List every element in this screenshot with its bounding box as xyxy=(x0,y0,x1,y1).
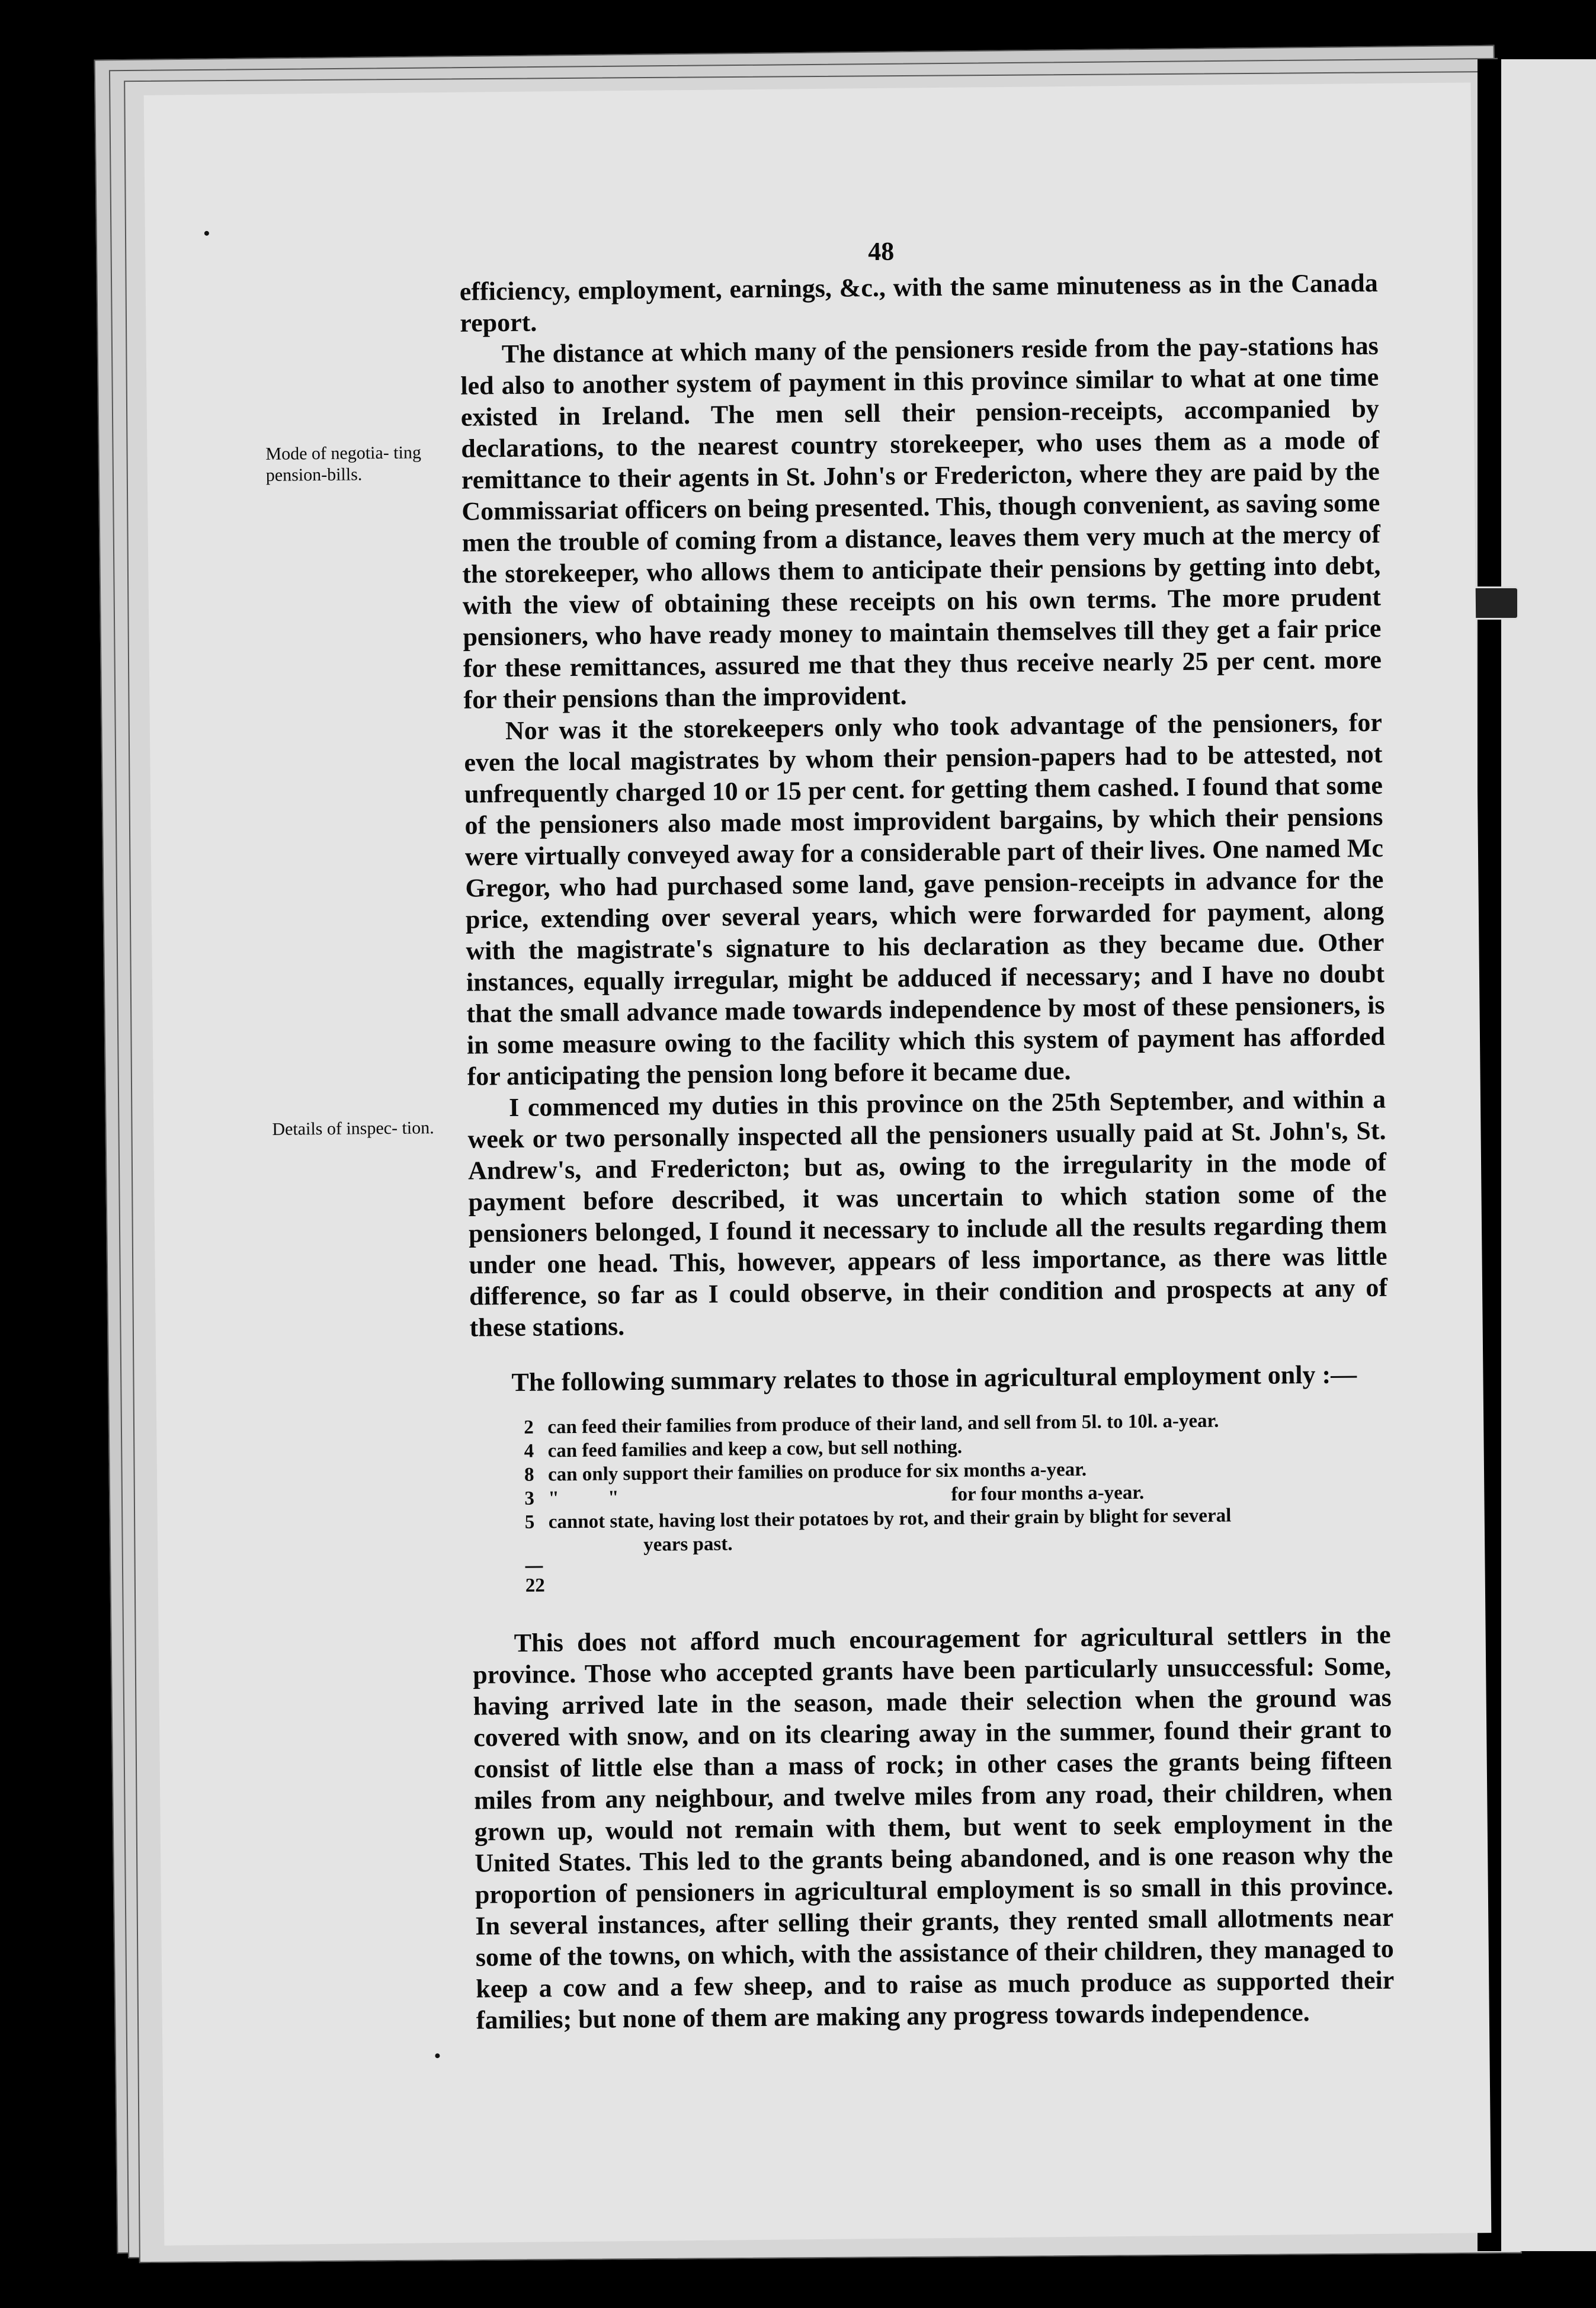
summary-text: can feed families and keep a cow, but sell nothing. xyxy=(547,1436,963,1462)
summary-count: 4 xyxy=(524,1440,534,1462)
summary-text: " " for four months a-year. xyxy=(548,1482,1145,1509)
summary-total: 22 xyxy=(525,1575,545,1597)
summary-count: 3 xyxy=(524,1488,535,1509)
speck xyxy=(204,231,209,236)
summary-list xyxy=(524,1408,1390,1598)
margin-note-negotiation: Mode of negotia- ting pension-bills. xyxy=(265,443,422,485)
summary-count: 5 xyxy=(524,1511,535,1533)
margin-note-inspection: Details of inspec- tion. xyxy=(272,1118,434,1139)
adjacent-page-edge xyxy=(1501,59,1596,2251)
summary-intro: The following summary relates to those in agricultural employment only :— xyxy=(511,1360,1357,1397)
paragraph: This does not afford much encouragement for agricultural settlers in the province. Those who accepted grants have been particularly unsuccessful: Some, having arrived late in the season, made their selection when the ground was covered with snow, and on its clearing away in the summer, found their grant to consist of little else than a mass of rock; in other cases the grants being fifteen miles from any neighbour, and twelve miles from any road, their children, when grown up, would not remain with them, but went to seek employment in the United States. This led to the grants being abandoned, and is one reason why the proportion of pensioners in agricultural employment is so small in this province. In several instances, after selling their grants, they rented small allotments near some of the towns, on which, with the assistance of their children, they managed to keep a cow and a few sheep, and to raise as much produce as supported their families; but none of them are making any progress towards independence. xyxy=(473,1620,1395,2035)
document-page xyxy=(144,82,1492,2245)
summary-count: 8 xyxy=(524,1464,534,1486)
paragraph: Nor was it the storekeepers only who took advantage of the pensioners, for even the local magistrates by whom their pension-papers had to be attested, not unfrequently charged 10 or 15 per cent. for getting them cashed. I found that some of the pensioners also made most improvident bargains, by which their pensions were virtually conveyed away for a considerable part of their lives. One named Mc Gregor, who had purchased some land, gave pension-receipts in advance for the price, extending over several years, which were forwarded for payment, along with the magistrate's signature to his declaration as they became due. Other instances, equally irregular, might be adduced if necessary; and I have no doubt that the small advance made towards independence by most of these pensioners, is in some measure owing to the facility which this system of payment has afforded for anticipating the pension long before it became due. xyxy=(464,707,1386,1091)
paragraph: efficiency, employment, earnings, &c., with the same minuteness as in the Canada report. xyxy=(459,268,1378,338)
paragraph: The distance at which many of the pensioners reside from the pay-stations has led also to another system of payment in this province similar to what at one time existed in Ireland. The men sell their pension-receipts, accompanied by declarations, to the nearest country storekeeper, who uses them as a mode of remittance to their agents in St. John's or Fredericton, where they are paid by the Commissariat officers on being presented. This, though convenient, as saving some men the trouble of coming from a distance, leaves them very much at the mercy of the storekeeper, who allows them to anticipate their pensions by getting into debt, with the view of obtaining these receipts on his own terms. The more prudent pensioners, who have ready money to maintain themselves till they get a fair price for these remittances, assured me that they thus receive nearly 25 per cent. more for their pensions than the improvident. xyxy=(460,331,1382,714)
summary-text: can feed their families from produce of their land, and sell from 5l. to 10l. a-year. xyxy=(547,1410,1219,1438)
summary-text: years past. xyxy=(643,1533,733,1556)
summary-rule xyxy=(525,1566,543,1567)
paragraph: I commenced my duties in this province on the 25th September, and within a week or two personally inspected all the pensioners usually paid at St. John's, St. Andrew's, and Fredericton; but as, owing to the irregularity in the mode of payment before described, it was uncertain to which station some of the pensioners belonged, I found it necessary to include all the results regarding them under one head. This, however, appears of less importance, as there was little difference, so far as I could observe, in their condition and prospects at any of these stations. xyxy=(467,1084,1388,1342)
summary-text: cannot state, having lost their potatoes by rot, and their grain by blight for several xyxy=(548,1505,1232,1533)
speck xyxy=(435,2053,440,2058)
summary-count: 2 xyxy=(524,1416,534,1438)
summary-count xyxy=(525,1534,549,1557)
main-text xyxy=(460,267,1395,2036)
summary-text: can only support their families on produce for six months a-year. xyxy=(547,1458,1087,1486)
page-number: 48 xyxy=(867,236,895,267)
